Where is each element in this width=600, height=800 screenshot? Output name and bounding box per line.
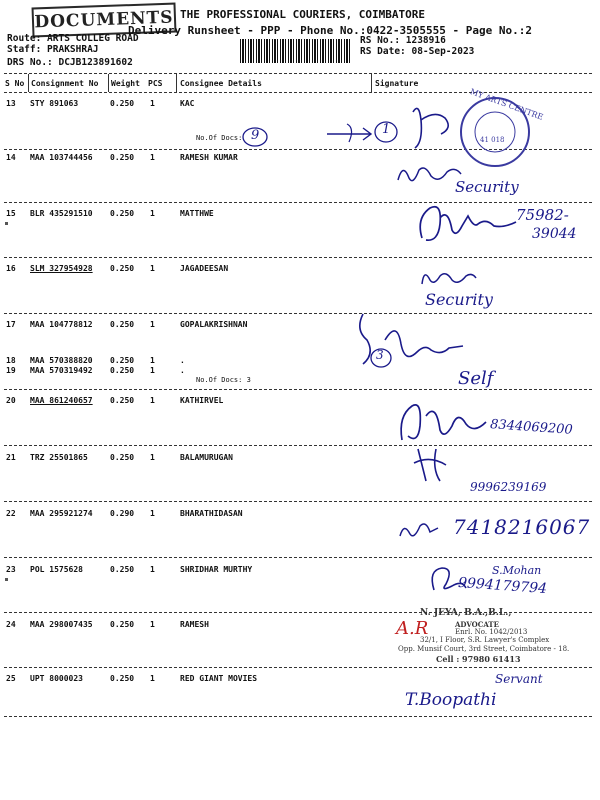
row-sno: 16 — [6, 264, 16, 273]
route-label: Route: ARTS COLLEG ROAD — [7, 33, 139, 44]
barcode — [240, 39, 350, 63]
row-separator — [4, 716, 592, 717]
row-consignment: UPT 8000023 — [30, 674, 83, 683]
row-consignment: MAA 103744456 — [30, 153, 93, 162]
row-sno: 14 — [6, 153, 16, 162]
row-weight: 0.250 — [110, 396, 135, 405]
row-consignee: GOPALAKRISHNAN — [180, 320, 248, 329]
col-header-pcs: PCS — [148, 79, 163, 88]
signature-row16 — [418, 266, 478, 290]
company-title: THE PROFESSIONAL COURIERS, COIMBATORE — [180, 8, 426, 21]
margin-mark — [5, 578, 8, 581]
row-sno: 23 — [6, 565, 16, 574]
signature-row24: A.R — [396, 618, 429, 639]
rs-number: RS No.: 1238916 — [360, 35, 446, 46]
circled-number-18-text: 3 — [376, 348, 384, 362]
row-consignment: STY 891063 — [30, 99, 79, 108]
row-consignee: . — [180, 366, 185, 375]
col-header-signature: Signature — [375, 79, 419, 88]
row-pcs: 1 — [150, 396, 155, 405]
row-pcs: 1 — [150, 99, 155, 108]
row-pcs: 1 — [150, 565, 155, 574]
rs-date: RS Date: 08-Sep-2023 — [360, 46, 475, 57]
row-pcs: 1 — [150, 509, 155, 518]
row-weight: 0.290 — [110, 509, 135, 518]
row-consignee: SHRIDHAR MURTHY — [180, 565, 253, 574]
phone-row15: 75982- — [516, 206, 569, 224]
phone-row20: 8344069200 — [489, 417, 574, 438]
row-separator — [4, 445, 592, 446]
signature-row15 — [412, 198, 522, 248]
advocate-name: N. JEYA, B.A.,B.L., — [420, 608, 512, 618]
name-row23: S.Mohan — [492, 564, 542, 577]
col-divider — [371, 74, 372, 92]
seal-text: MY ARTS CENTRE — [468, 87, 545, 122]
security-note-16: Security — [425, 290, 493, 309]
advocate-addr1: 32/1, I Floor, S.R. Lawyer's Complex — [420, 636, 550, 644]
col-divider — [176, 74, 177, 92]
docs-count-handwritten: 9 — [251, 128, 260, 143]
row-sno: 21 — [6, 453, 16, 462]
row-consignment: MAA 570388820 — [30, 356, 93, 365]
row-sno: 19 — [6, 366, 16, 375]
security-note: Security — [455, 178, 519, 196]
row-weight: 0.250 — [110, 356, 135, 365]
documents-stamp: DOCUMENTS — [32, 2, 177, 37]
row-pcs: 1 — [150, 453, 155, 462]
row-separator — [4, 667, 592, 668]
row-separator — [4, 501, 592, 502]
row-consignment: TRZ 25501865 — [30, 453, 88, 462]
signature-row25: T.Boopathi — [405, 690, 497, 710]
row-doc-count: No.Of Docs: — [196, 134, 243, 142]
row-weight: 0.250 — [110, 565, 135, 574]
col-header-sno: S No — [5, 79, 25, 88]
phone-row15b: 39044 — [532, 226, 577, 242]
servant-note: Servant — [495, 672, 543, 686]
row-separator — [4, 257, 592, 258]
advocate-role: ADVOCATE — [455, 620, 499, 629]
col-divider — [28, 74, 29, 92]
row-weight: 0.250 — [110, 99, 135, 108]
seal-number: 41 018 — [480, 136, 505, 144]
row-pcs: 1 — [150, 674, 155, 683]
phone-row23: 9994179794 — [457, 574, 548, 598]
row-consignee: JAGADEESAN — [180, 264, 229, 273]
row-weight: 0.250 — [110, 264, 135, 273]
row-separator — [4, 389, 592, 390]
row-weight: 0.250 — [110, 453, 135, 462]
row-pcs: 1 — [150, 209, 155, 218]
row-sno: 24 — [6, 620, 16, 629]
row-consignee: RAMESH — [180, 620, 209, 629]
row-consignment: BLR 435291510 — [30, 209, 93, 218]
row-sno: 20 — [6, 396, 16, 405]
margin-mark — [5, 222, 8, 225]
row-consignee: MATTHWE — [180, 209, 214, 218]
row-separator — [4, 557, 592, 558]
advocate-cell: Cell : 97980 61413 — [436, 654, 521, 664]
row-doc-count: No.Of Docs: 3 — [196, 376, 251, 384]
staff-label: Staff: PRAKSHRAJ — [7, 44, 99, 55]
row-sno: 13 — [6, 99, 16, 108]
signature-row20 — [396, 396, 496, 446]
row-consignee: KATHIRVEL — [180, 396, 224, 405]
row-sno: 17 — [6, 320, 16, 329]
row-consignment: MAA 570319492 — [30, 366, 93, 375]
phone-row21: 9996239169 — [470, 480, 547, 494]
signature-row21 — [412, 445, 452, 485]
row-weight: 0.250 — [110, 153, 135, 162]
row-consignment: MAA 861240657 — [30, 396, 93, 405]
row-pcs: 1 — [150, 264, 155, 273]
row-pcs: 1 — [150, 153, 155, 162]
row-sno: 18 — [6, 356, 16, 365]
col-header-consignment: Consignment No — [31, 79, 99, 88]
header-top-rule — [4, 73, 592, 74]
row-consignment: MAA 295921274 — [30, 509, 93, 518]
circled-number-text: 1 — [382, 122, 391, 137]
row-consignee: . — [180, 356, 185, 365]
advocate-addr2: Opp. Munsif Court, 3rd Street, Coimbatore - 18. — [398, 645, 570, 653]
runsheet-subtitle: Delivery Runsheet - PPP - Phone No.:0422-3505555 - Page No.:2 — [128, 24, 532, 37]
signature-row22 — [398, 518, 443, 542]
row-pcs: 1 — [150, 366, 155, 375]
row-separator — [4, 313, 592, 314]
row-pcs: 1 — [150, 620, 155, 629]
row-consignment: MAA 298007435 — [30, 620, 93, 629]
row-weight: 0.250 — [110, 674, 135, 683]
col-header-consignee: Consignee Details — [180, 79, 262, 88]
row-consignee: RAMESH KUMAR — [180, 153, 238, 162]
row-pcs: 1 — [150, 356, 155, 365]
row-sno: 22 — [6, 509, 16, 518]
row-weight: 0.250 — [110, 320, 135, 329]
row-sno: 25 — [6, 674, 16, 683]
row-weight: 0.250 — [110, 366, 135, 375]
row-consignment: SLM 327954928 — [30, 264, 93, 273]
row-consignment: MAA 104778812 — [30, 320, 93, 329]
row-weight: 0.250 — [110, 620, 135, 629]
col-divider — [108, 74, 109, 92]
col-header-weight: Weight — [111, 79, 140, 88]
phone-row22: 7418216067 — [453, 515, 591, 539]
row-sno: 15 — [6, 209, 16, 218]
row-pcs: 1 — [150, 320, 155, 329]
row-consignee: KAC — [180, 99, 195, 108]
row-consignment: POL 1575628 — [30, 565, 83, 574]
advocate-reg: Enrl. No. 1042/2013 — [455, 628, 528, 636]
self-note: Self — [458, 368, 494, 389]
row-consignee: BALAMURUGAN — [180, 453, 233, 462]
drs-number: DRS No.: DCJB123891602 — [7, 57, 133, 68]
row-consignee: BHARATHIDASAN — [180, 509, 243, 518]
row-consignee: RED GIANT MOVIES — [180, 674, 258, 683]
row-weight: 0.250 — [110, 209, 135, 218]
